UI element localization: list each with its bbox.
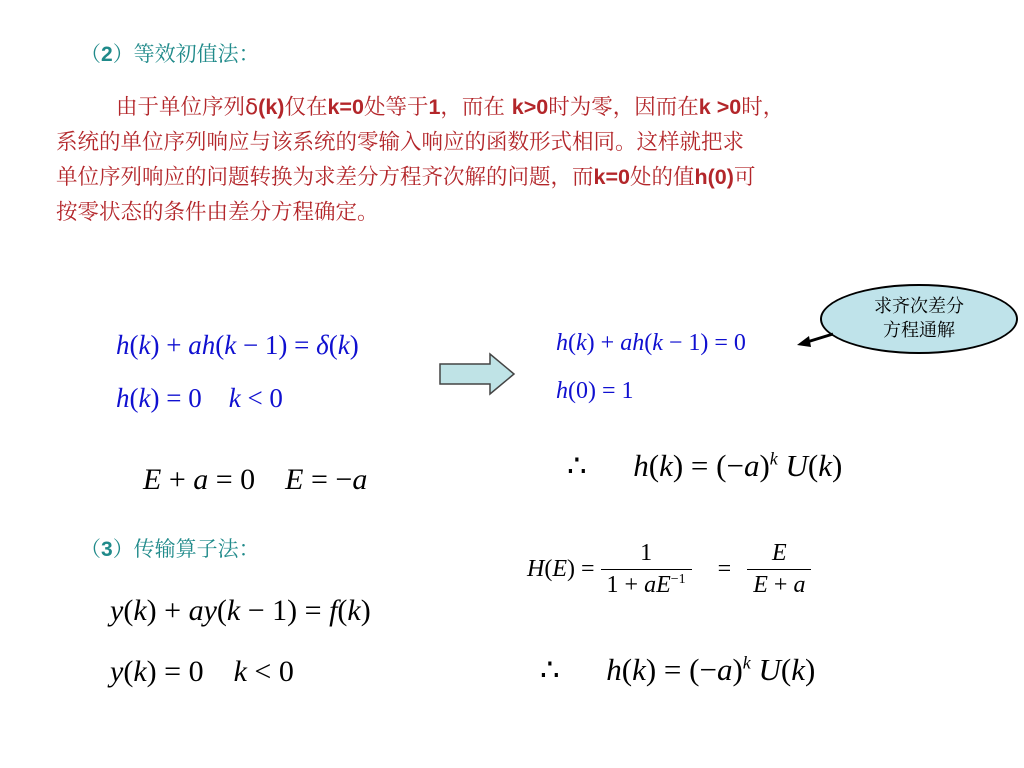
paragraph-run: 时为零，因而在 [548, 95, 699, 120]
paragraph-run: 按零状态的条件由差分方程确定。 [56, 200, 379, 225]
heading-number: 3 [101, 538, 113, 561]
operator-equation: E + a = 0 E = −a [143, 463, 368, 496]
paragraph-line [56, 125, 991, 160]
paragraph-line [56, 195, 991, 230]
paragraph-run: 单位序列响应的问题转换为求差分方程齐次解的问题，而 [56, 165, 594, 190]
paragraph-run: 1 [428, 95, 441, 119]
solution-2: ∴ $h(k) = (-a)^k$ U(k) [540, 652, 816, 687]
fraction-2-numerator: E [747, 540, 811, 570]
h-k-term: h(k) [116, 330, 160, 360]
fraction-1 [601, 540, 692, 599]
callout-bubble [820, 284, 1018, 354]
paragraph-run: k=0 [327, 95, 364, 119]
paragraph-run: 时， [741, 95, 785, 120]
transfer-operator-equation [527, 540, 811, 599]
paragraph-run: 处等于 [363, 95, 429, 120]
paragraph-run: k>0 [511, 95, 549, 119]
difference-equation-y: y(k) + ay(k − 1) = f(k) [110, 594, 371, 627]
explanation-paragraph [56, 90, 991, 230]
fraction-1-numerator: 1 [601, 540, 692, 570]
heading-text: ）传输算子法： [112, 537, 260, 561]
paragraph-run: k >0 [698, 95, 742, 119]
equation-right-2: h(0) = 1 [556, 378, 634, 404]
equation-right-1: h(k) + ah(k − 1) = 0 [556, 330, 746, 356]
paragraph-run: ，而在 [440, 95, 512, 120]
paragraph-run: 系统的单位序列响应与该系统的零输入响应的函数形式相同。这样就把求 [56, 130, 745, 155]
equation-left-1: h(k) + ah(k − 1) = δ(k) [116, 330, 359, 360]
fraction-2 [747, 540, 811, 599]
paragraph-run: (k) [258, 95, 285, 119]
solution-1: ∴ $h(k) = (-a)^k$ U(k) [567, 448, 843, 483]
heading-open-paren: （ [80, 42, 101, 66]
h-of-e-lhs: H(E) = [527, 556, 601, 582]
heading-number: 2 [101, 43, 113, 66]
equation-left-2: h(k) = 0 k < 0 [116, 383, 283, 413]
section-heading-3 [80, 533, 260, 563]
fraction-1-denominator: $1 + aE^{-1}$ [606, 572, 686, 598]
paragraph-run: 由于单位序列δ [116, 95, 259, 120]
equals-sign: = [717, 556, 732, 582]
callout-line-1: 求齐次差分 [874, 296, 964, 317]
paragraph-run: 可 [733, 165, 756, 190]
initial-condition-y: y(k) = 0 k < 0 [110, 655, 294, 688]
fraction-2-denominator: E + a [753, 572, 806, 598]
callout-line-2: 方程通解 [883, 320, 955, 341]
paragraph-line [56, 90, 991, 125]
callout-pointer-arrow-icon [795, 330, 835, 350]
section-heading-2 [80, 38, 260, 68]
heading-open-paren: （ [80, 537, 101, 561]
transform-arrow-icon [438, 352, 518, 396]
paragraph-run: h(0) [694, 165, 734, 189]
paragraph-run: 仅在 [284, 95, 328, 120]
paragraph-line [56, 160, 991, 195]
paragraph-run: k=0 [593, 165, 630, 189]
paragraph-run: 处的值 [630, 165, 695, 190]
heading-text: ）等效初值法： [112, 42, 260, 66]
